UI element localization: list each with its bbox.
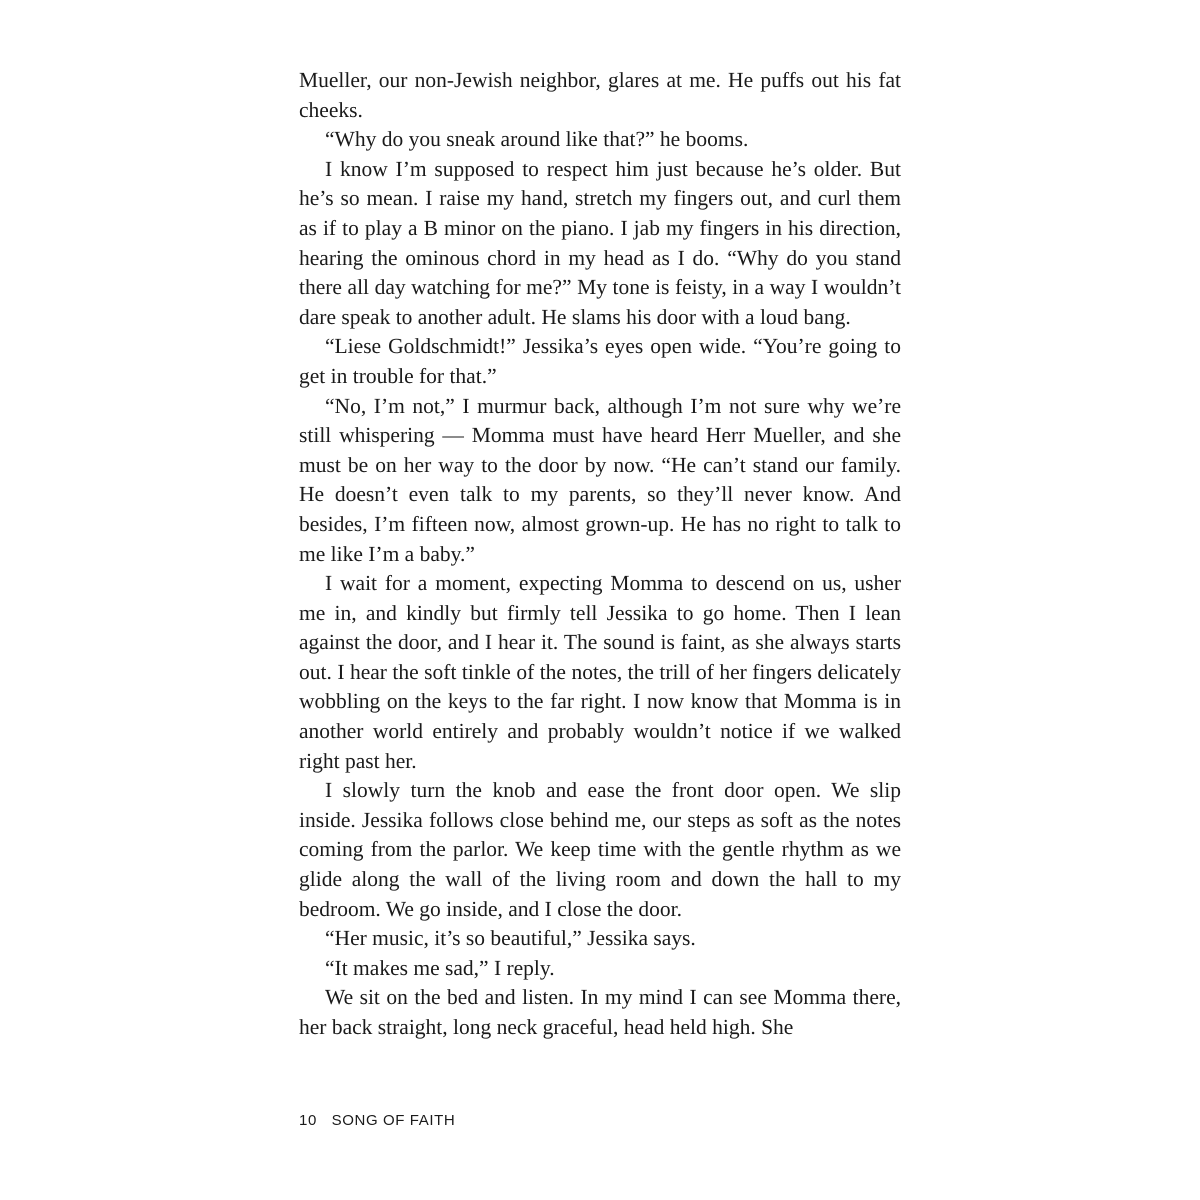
paragraph-9: “It makes me sad,” I reply. bbox=[325, 955, 555, 980]
paragraph-8: “Her music, it’s so beautiful,” Jessika says. bbox=[325, 926, 696, 951]
paragraph-10: We sit on the bed and listen. In my mind I can see Momma there, her back straight, long neck graceful, head held high. She bbox=[299, 985, 901, 1039]
page-number: 10 bbox=[299, 1112, 317, 1129]
paragraph-2: “Why do you sneak around like that?” he booms. bbox=[325, 127, 749, 152]
paragraph-5: “No, I’m not,” I murmur back, although I’m not sure why we’re still whispering — Momma must have heard Herr Mueller, and she must be on her way to the door by now. “He can’t stand our family. He doesn’t even talk to my parents, so they’ll never know. And besides, I’m fifteen now, almost grown-up. He has no right to talk to me like I’m a baby.” bbox=[299, 393, 901, 566]
running-title: SONG OF FAITH bbox=[331, 1112, 456, 1129]
paragraph-4: “Liese Goldschmidt!” Jessika’s eyes open wide. “You’re going to get in trouble for that.” bbox=[299, 334, 901, 388]
paragraph-1: Mueller, our non-Jewish neighbor, glares at me. He puffs out his fat cheeks. bbox=[299, 68, 901, 122]
paragraph-6: I wait for a moment, expecting Momma to descend on us, usher me in, and kindly but firmly tell Jessika to go home. Then I lean against the door, and I hear it. The sound is faint, as she always starts out. I hear the soft tinkle of the notes, the trill of her fingers delicately wobbling on the keys to the far right. I now know that Momma is in another world entirely and probably wouldn’t notice if we walked right past her. bbox=[299, 571, 901, 773]
paragraph-3: I know I’m supposed to respect him just because he’s older. But he’s so mean. I raise my hand, stretch my fingers out, and curl them as if to play a B minor on the piano. I jab my fingers in his direction, hearing the ominous chord in my head as I do. “Why do you stand there all day watching for me?” My tone is feisty, in a way I wouldn’t dare speak to another adult. He slams his door with a loud bang. bbox=[299, 156, 901, 329]
paragraph-7: I slowly turn the knob and ease the front door open. We slip inside. Jessika follows close behind me, our steps as soft as the notes coming from the parlor. We keep time with the gentle rhythm as we glide along the wall of the living room and down the hall to my bedroom. We go inside, and I close the door. bbox=[299, 778, 901, 921]
page-footer bbox=[299, 1112, 455, 1129]
book-page-body bbox=[299, 66, 901, 1043]
